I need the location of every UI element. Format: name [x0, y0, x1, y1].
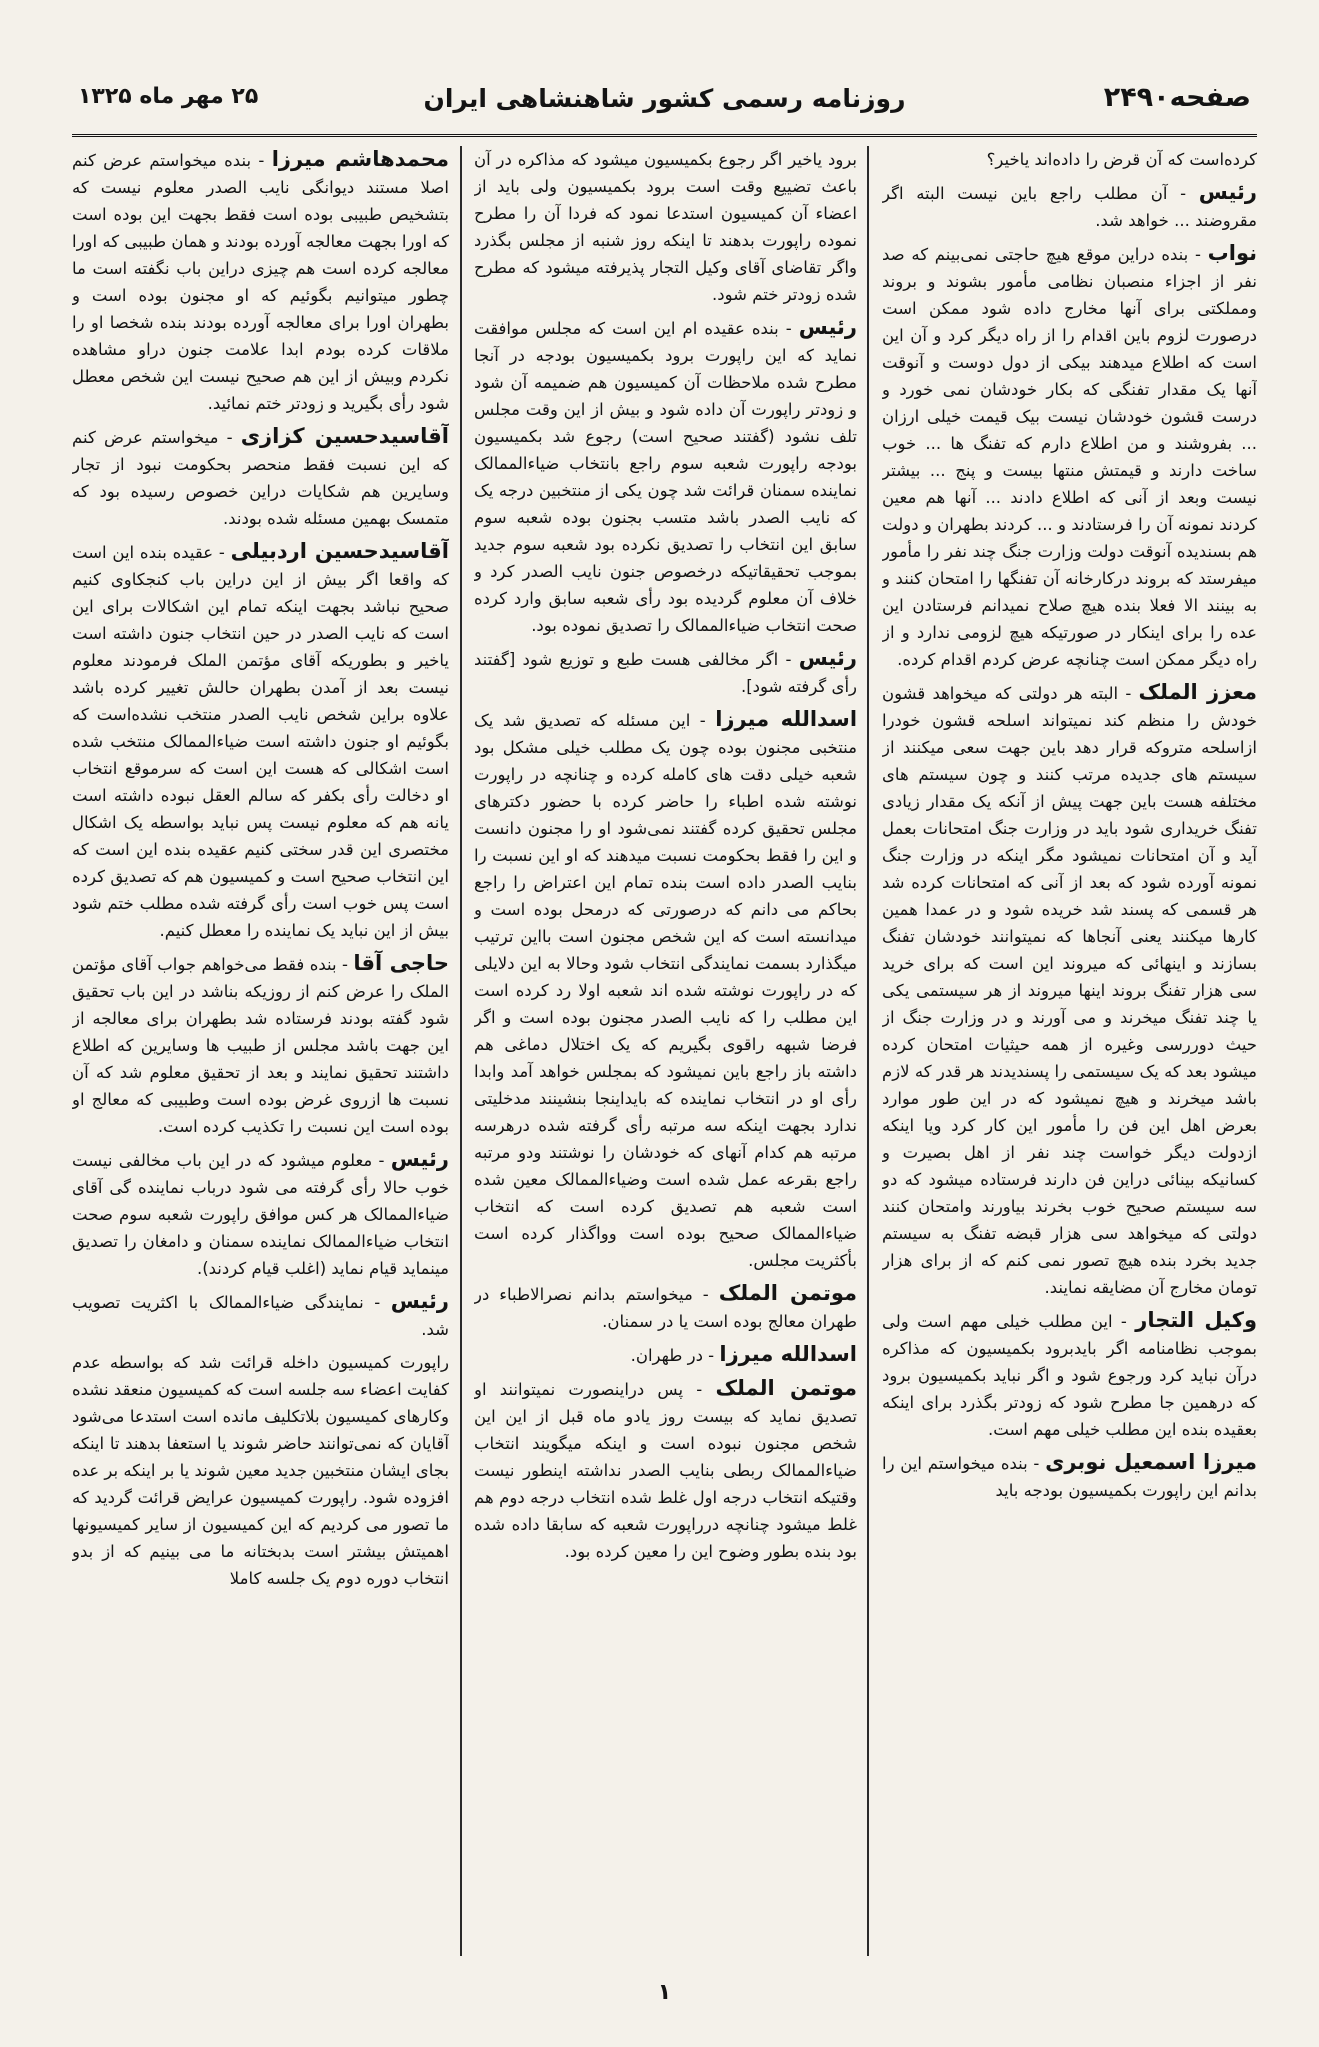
paragraph	[882, 179, 1257, 234]
paragraph-text: - عقیده بنده این است که واقعا اگر بیش از این دراین باب کنجکاوی کنیم صحیح نباشد بجهت اینکه تمام این اشکالات برای این است که نایب الصدر در حین انتخاب جنون داشته است یاخیر و بطوریکه آقای مؤتمن الملک فرمودند معلوم نیست بعد از آمدن بطهران حالش تغییر کرده باشد علاوه براین شخص نایب الصدر منتخب نشده‌است که بگوئیم او جنون داشته است ضیاءالممالک منتخب شده است اشکالی که هست این است که سرموقع انتخاب او دخالت رأی بکفر که سالم العقل نبوده داشته است یانه هم که معلوم نیست پس نباید بواسطه یک اشکال مختصری این قدر سختی کنیم عقیده بنده این است که این انتخاب صحیح است و کمیسیون هم که تصدیق کرده است پس خوب است رأی گرفته شده مطلب ختم شود بیش از این نباید یک نماینده را معطل کنیم.	[72, 543, 449, 940]
speaker-name: حاجی آقا	[353, 951, 449, 975]
paragraph-text: - بنده میخواستم این را بدانم این راپورت بکمیسیون بودجه باید	[882, 1454, 1257, 1500]
speaker-name: رئیس	[390, 1147, 449, 1171]
paragraph	[474, 1375, 857, 1565]
issue-date: ۲۵ مهر ماه ۱۳۲۵	[78, 84, 259, 109]
paragraph	[474, 314, 857, 639]
speaker-name: اسدالله میرزا	[715, 707, 857, 731]
column-rule	[460, 146, 462, 1956]
paragraph	[72, 1349, 449, 1592]
paragraph-text: - بنده دراین موقع هیچ حاجتی نمی‌بینم که صد نفر از اجزاء منصبان نظامی مأمور بشوند و بروند ومملکتی برای آنها مخارج داده شود ممکن است درصورت لزوم باین اقدام را از راه دیگر کرد و آن این است که اطلاع میدهند بیکی از دول دوست و آنوقت آنها یک مقدار تفنگی که بکار خودشان نمی خورد و درست قشون خودشان نیست بیک قیمت خیلی ارزان ... بفروشند و من اطلاع دارم که تفنگ ها ... خوب ساخت دارند و قیمتش منتها بیست و پنج ... بیشتر نیست وبعد از آنی که اطلاع دادند ... آنها هم معین کردند نمونه آن را فرستادند و ... کردند بطهران و دولت هم بسندیده آنوقت دولت وزارت جنگ چند نفر را مأمور میفرستد که بروند درکارخانه آن تفنگها را امتحان کنند و به بینند الا فعلا بنده هیچ صلاح نمیدانم فرستادن این عده را برای اینکار در صورتیکه هیچ لزومی ندارد و از راه دیگر ممکن است چنانچه عرض کردم اقدام کرده.	[882, 245, 1257, 669]
speaker-name: نواب	[1207, 241, 1257, 265]
column-1	[882, 146, 1257, 1956]
paragraph-text: - البته هر دولتی که میخواهد قشون خودش را منظم کند نمیتواند اسلحه قشون خودرا ازاسلحه متروکه قرار دهد باین جهت سعی میکنند از سیستم های جدیده مرتب کنند و چون سیستم های مختلفه هست باین جهت پیش از آنکه یک مقدار زیادی تفنگ خریداری شود باید در وزارت جنگ امتحانات بعمل آید و آن امتحانات نمیشود مگر اینکه در وزارت جنگ نمونه آورده شود که بعد از آنی که امتحانات کرده شد هر قسمی که پسند شد خریده شود و در عمدا همین کارها میکنند یعنی آنجاها که نمیتوانند خودشان تفنگ بسازند و اینهائی که میروند این است که برای خرید سی هزار تفنگ بروند اینها میروند از هر سیستمی یکی یا چند تفنگ میخرند و می آورند و در وزارت جنگ از حیث دوررسی وغیره از همه حیثیات امتحان کرده میشود بعد که یک سیستمی را پسندیدند هر قدر که لازم باشد میخرند و هیچ نمیشود که در این طور موارد بعرض اهل این فن را مأمور این کار کرد ویا اینکه ازدولت دیگر خواست چند نفر از اهل بصیرت و کسانیکه بینائی دراین فن دارند فرستاده میشود که دو سه سیستم صحیح خوب بخرند بیاورند وامتحان کنند دولتی که میخواهد سی هزار قبضه تفنگ به سیستم جدید بخرد بنده هیچ تصور نمی کنم که از برای هزار تومان مخارج آن مضایقه نمایند.	[882, 684, 1257, 1297]
paragraph-text: - اگر مخالفی هست طبع و توزیع شود [گفتند رأی گرفته شود].	[474, 650, 857, 696]
paragraph	[474, 1341, 857, 1369]
speaker-name: رئیس	[1198, 180, 1257, 204]
paragraph-text: - بنده عقیده ام این است که مجلس موافقت نماید که این راپورت برود بکمیسیون بودجه در آنجا مطرح شده ملاحظات آن کمیسیون هم ضمیمه آن شود و زودتر راپورت آن داده شود و بیش از این وقت مجلس تلف نشود (گفتند صحیح است) رجوع شد بکمیسیون بودجه راپورت شعبه سوم راجع بانتخاب ضیاءالممالک نماینده سمنان قرائت شد چون یکی از منتخبین درجه یک که نایب الصدر باشد متسب بجنون بوده شعبه سوم سابق این انتخاب را تصدیق نکرده بود شعبه سوم جدید بموجب تحقیقاتیکه درخصوص جنون نایب الصدر کرد و خلاف آن معلوم گردیده بود رأی شعبه سابق وارد کرده صحت انتخاب ضیاءالممالک را تصدیق نموده بود.	[474, 319, 857, 635]
paragraph	[72, 950, 449, 1140]
speaker-name: وکیل التجار	[1135, 1308, 1257, 1332]
paragraph	[882, 1307, 1257, 1443]
paragraph-text: - این مسئله که تصدیق شد یک منتخبی مجنون بوده چون یک مطلب خیلی مشکل بود شعبه خیلی دقت های کامله کرده و چنانچه در راپورت نوشته شده اطباء را حاضر کرده با حضور دکترهای مجلس تحقیق کرده گفتند نمی‌شود او را مجنون دانست و این را فقط بحکومت نسبت میدهند که او این نسبت را بنایب الصدر داده است بنده تمام این اعتراض را راجع بحاکم می دانم که درصورتی که درمحل بوده است و میدانسته است که این شخص مجنون است بااین ترتیب میگذارد بسمت نمایندگی انتخاب شود وحالا به این دلایلی که در راپورت نوشته شده اند شعبه اولا رد کرده است این مطلب را که نایب الصدر مجنون بوده است و اگر فرضا شبهه راقوی بگیریم که یک اختلال دماغی هم داشته باز راجع باین نمیشود که بمجلس خواهد آمد وابدا رأی او در انتخاب نماینده که بایداینجا بنشینند مدخلیتی ندارد بجهت اینکه سه مرتبه رأی گرفته شده درهرسه مرتبه هم کدام آنهای که خودشان را نوشتند ودو مرتبه راجع بقرعه عمل شده است وضیاءالممالک معین شده است شعبه هم تصدیق کرده است که انتخاب ضیاءالممالک صحیح بوده است وواگذار کرده است بأکثریت مجلس.	[474, 711, 857, 1270]
speaker-name: موتمن الملک	[715, 1376, 857, 1400]
paragraph-text: - بنده فقط می‌خواهم جواب آقای مؤتمن الملک را عرض کنم از روزیکه بناشد در این باب تحقیق شود گفته بودند فرستاده شد بطهران برای معالجه از این جهت باشد مجلس از طبیب ها وسایرین که اطلاع داشتند تحقیق نمایند و بعد از تحقیق معلوم شد که آن نسبت ها ازروی غرض بوده است وطبیبی که معالج او بوده است این نسبت را تکذیب کرده است.	[72, 955, 449, 1136]
paragraph-text: - در طهران.	[630, 1346, 715, 1365]
speaker-name: محمدهاشم میرزا	[271, 147, 449, 171]
paragraph	[882, 240, 1257, 673]
page-folio: ۱	[657, 1980, 672, 2005]
paragraph	[882, 679, 1257, 1301]
newspaper-title: روزنامه رسمی کشور شاهنشاهی ایران	[423, 84, 906, 113]
paragraph	[474, 645, 857, 700]
paragraph	[72, 1288, 449, 1343]
paragraph-text: - معلوم میشود که در این باب مخالفی نیست خوب حالا رأی گرفته می شود درباب نماینده گی آقای ضیاءالممالک هر کس موافق راپورت شعبه سوم صحت انتخاب ضیاءالممالک نماینده سمنان و دامغان را تصدیق مینماید قیام نماید (اغلب قیام کردند).	[72, 1151, 449, 1278]
column-rule	[867, 146, 869, 1956]
speaker-name: رئیس	[798, 646, 857, 670]
paragraph	[882, 1449, 1257, 1504]
paragraph-text: - پس دراینصورت نمیتوانند او تصدیق نماید که بیست روز یادو ماه قبل از این این شخص مجنون نبوده است و اینکه میگویند انتخاب ضیاءالممالک ربطی بنایب الصدر نداشته اینطور نیست وقتیکه انتخاب درجه اول غلط شده انتخاب درجه دوم هم غلط میشود چنانچه درراپورت شعبه که سابقا داده شده بود بنده بطور وضوح این را معین کرده بود.	[474, 1380, 857, 1561]
column-2	[474, 146, 857, 1956]
paragraph-text: برود یاخیر اگر رجوع بکمیسیون میشود که مذاکره در آن باعث تضییع وقت است برود بکمیسیون ولی باید از اعضاء آن کمیسیون استدعا نمود که فردا آن را مطرح نموده راپورت بدهند تا اینکه روز شنبه از مجلس بگذرد واگر تقاضای آقای وکیل التجار پذیرفته میشود که مطرح شده زودتر ختم شود.	[474, 150, 857, 304]
paragraph-text: راپورت کمیسیون داخله قرائت شد که بواسطه عدم کفایت اعضاء سه جلسه است که کمیسیون منعقد نشده وکارهای کمیسیون بلاتکلیف مانده است استدعا می‌شود آقایان که نمی‌توانند حاضر شوند یا استعفا بدهند تا اینکه بجای ایشان منتخبین جدید معین شوند یا بر اینکه بر عده افزوده شود. راپورت کمیسیون عرایض قرائت گردید که ما تصور می کردیم که این کمیسیون از سایر کمیسیونها اهمیتش بیشتر است بدبختانه ما می بینیم که از بدو انتخاب دوره دوم یک جلسه کاملا	[72, 1353, 449, 1588]
speaker-name: رئیس	[390, 1289, 449, 1313]
speaker-name: معزز الملک	[1138, 680, 1257, 704]
paragraph	[474, 706, 857, 1274]
paragraph-text: - میخواستم بدانم نصرالاطباء در طهران معالج بوده است یا در سمنان.	[474, 1285, 857, 1331]
paragraph	[474, 146, 857, 308]
paragraph-text: - بنده میخواستم عرض کنم اصلا مستند دیوانگی نایب الصدر معلوم نیست که بتشخیص طبیبی بوده است فقط بجهت این بوده است که اورا بجهت معالجه آورده بودند و همان طبیبی که اورا معالجه کرده است هم چیزی دراین باب نگفته است ما چطور میتوانیم بگوئیم که او مجنون بوده است و بطهران اورا برای معالجه آورده بودند بنده شخصا او را ملاقات کرده بودم ابدا علامت جنون دراو مشاهده نکردم وبیش از این هم صحیح نیست این شخص معطل شود رأی بگیرید و زودتر ختم نمائید.	[72, 151, 449, 413]
page-number-label: صفحه۲۴۹۰	[1103, 82, 1251, 113]
paragraph-text: - آن مطلب راجع باین نیست البته اگر مقروضند ... خواهد شد.	[882, 184, 1257, 230]
newspaper-page	[72, 42, 1257, 2017]
speaker-name: رئیس	[798, 315, 857, 339]
speaker-name: آقاسیدحسین کزازی	[240, 424, 449, 448]
speaker-name: آقاسیدحسین اردبیلی	[230, 539, 449, 563]
paragraph	[72, 538, 449, 944]
paragraph-text: کرده‌است که آن قرض را داده‌اند یاخیر؟	[986, 150, 1257, 169]
paragraph-text: - نمایندگی ضیاءالممالک با اکثریت تصویب شد.	[72, 1293, 449, 1339]
speaker-name: موتمن الملک	[718, 1281, 857, 1305]
paragraph	[72, 146, 449, 417]
paragraph	[72, 1146, 449, 1282]
paragraph-text: - این مطلب خیلی مهم است ولی بموجب نظامنامه اگر بایدبرود بکمیسیون که مذاکره درآن نباید کرد ورجوع شود و اگر نباید بکمیسیون برود که درهمین جا مطرح شود که زودتر بگذرد برای اینکه بعقیده بنده این مطلب خیلی مهم است.	[882, 1312, 1257, 1439]
paragraph	[72, 423, 449, 532]
columns-area	[72, 146, 1257, 1956]
paragraph	[474, 1280, 857, 1335]
column-3	[72, 146, 449, 1956]
masthead	[72, 70, 1257, 137]
paragraph	[882, 146, 1257, 173]
paragraph-text: - میخواستم عرض کنم که این نسبت فقط منحصر بحکومت نبود از تجار وسایرین هم شکایات دراین خصوص رسیده بود که متمسک بهمین مسئله شده بودند.	[72, 428, 449, 528]
speaker-name: میرزا اسمعیل نوبری	[1045, 1450, 1257, 1474]
speaker-name: اسدالله میرزا	[719, 1342, 857, 1366]
